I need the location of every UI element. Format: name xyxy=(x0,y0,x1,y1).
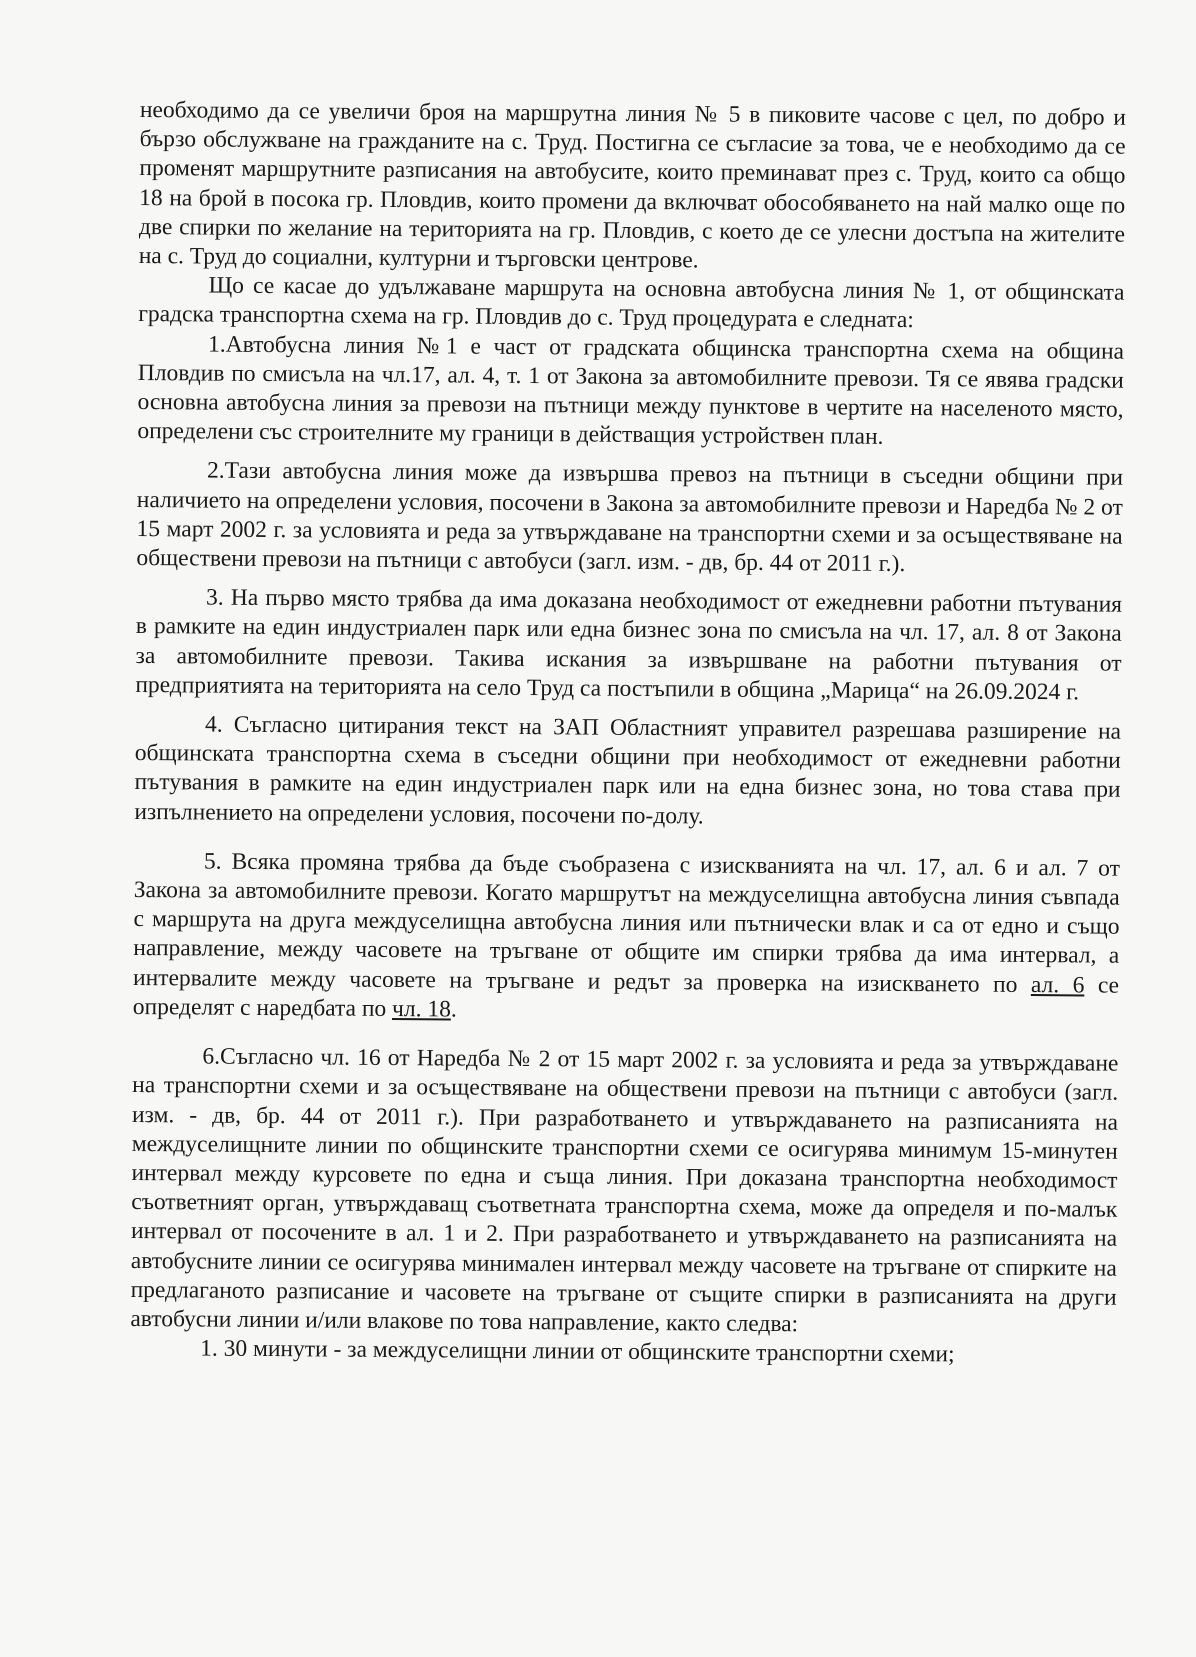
paragraph-item-5-text: 5. Всяка промяна трябва да бъде съобразена с изискванията на чл. 17, ал. 6 и ал. 7 от Закона за автомобилните превози. Когато маршрутът на междуселищна автобусна линия съвпада с маршрута на друга междуселищна автобусна линия или пътнически влак и са от едно и също направление, между часовете на тръгване от общите им спирки трябва да има интервал, а интервалите между часовете на тръгване и редът за проверка на изискването по xyxy=(132,848,1121,998)
paragraph-item-2: 2.Тази автобусна линия може да извършва превоз на пътници в съседни общини при наличието на определени условия, посочени в Закона за автомобилните превози и Наредба № 2 от 15 март 2002 г. за условията и реда за утвърждаване на транспортни схеми и за осъществяване на обществени превози на пътници с автобуси (загл. изм. - дв, бр. 44 от 2011 г.). xyxy=(136,457,1124,578)
link-al-6[interactable]: ал. 6 xyxy=(1030,971,1085,999)
paragraph-item-5-end: . xyxy=(450,996,457,1023)
paragraph-procedure-intro: Що се касае до удължаване маршрута на основна автобусна линия № 1, от общинската градска транспортна схема на гр. Пловдив до с. Труд процедурата е следната: xyxy=(138,272,1125,334)
paragraph-item-5 xyxy=(133,847,1120,1030)
paragraph-subitem-1: 1. 30 минути - за междуселищни линии от общинските транспортни схеми; xyxy=(200,1335,955,1368)
paragraph-item-6: 6.Съгласно чл. 16 от Наредба № 2 от 15 март 2002 г. за условията и реда за утвърждаване на транспортни схеми и за осъществяване на обществени превози на пътници с автобуси (загл. изм. - дв, бр. 44 от 2011 г.). При разработването и утвърждаването на разписанията на междуселищните линии по общинските транспортни схеми се осигурява минимум 15-минутен интервал между курсовете по една и съща линия. При доказана транспортна необходимост съответният орган, утвърждаващ съответната транспортна схема, може да определя и по-малък интервал от посочените в ал. 1 и 2. При разработването и утвърждаването на разписанията на автобусните линии се осигурява минимален интервал между часовете на тръгване от спирките на предлаганото разписание и часовете на тръгване от същите спирки в разписанията на други автобусни линии и/или влакове по това направление, както следва: xyxy=(130,1043,1119,1338)
paragraph-continuation: необходимо да се увеличи броя на маршрутна линия № 5 в пиковите часове с цел, по добро и бързо обслужване на гражданите на с. Труд. Постигна се съгласие за това, че е необходимо да се променят маршрутните разписания на автобусите, които преминават през с. Труд, които са общо 18 на брой в посока гр. Пловдив, които промени да включват обособяването на най малко още по две спирки по желание на територията на гр. Пловдив, с което де се улесни достъпа на жителите на с. Труд до социални, културни и търговски центрове. xyxy=(138,96,1126,274)
paragraph-item-3: 3. На първо място трябва да има доказана необходимост от ежедневни работни пътувания в рамките на един индустриален парк или една бизнес зона по смисъла на чл. 17, ал. 8 от Закона за автомобилните превози. Такива искания за извършване на работни пътувания от предприятията на територията на село Труд са постъпили в община „Марица“ на 26.09.2024 г. xyxy=(135,584,1123,706)
paragraph-item-5-text-mid: се определят с наредбата по xyxy=(132,972,1120,1022)
document-body xyxy=(130,96,1126,1371)
paragraph-item-1: 1.Автобусна линия №1 е част от градската общинска транспортна схема на община Пловдив по смисъла на чл.17, ал. 4, т. 1 от Закона за автомобилните превози. Тя се явява градски основна автобусна линия за превози на пътници между пунктове в чертите на населеното място, определени със строителните му граници в действащия устройствен план. xyxy=(137,331,1125,451)
paragraph-item-4: 4. Съгласно цитирания текст на ЗАП Областният управител разрешава разширение на общинската транспортна схема в съседни общини при необходимост от ежедневни работни пътувания в рамките на един индустриален парк или на една бизнес зона, но това става при изпълнението на определени условия, посочени по-долу. xyxy=(134,711,1122,830)
link-chl-18[interactable]: чл. 18 xyxy=(391,995,451,1023)
